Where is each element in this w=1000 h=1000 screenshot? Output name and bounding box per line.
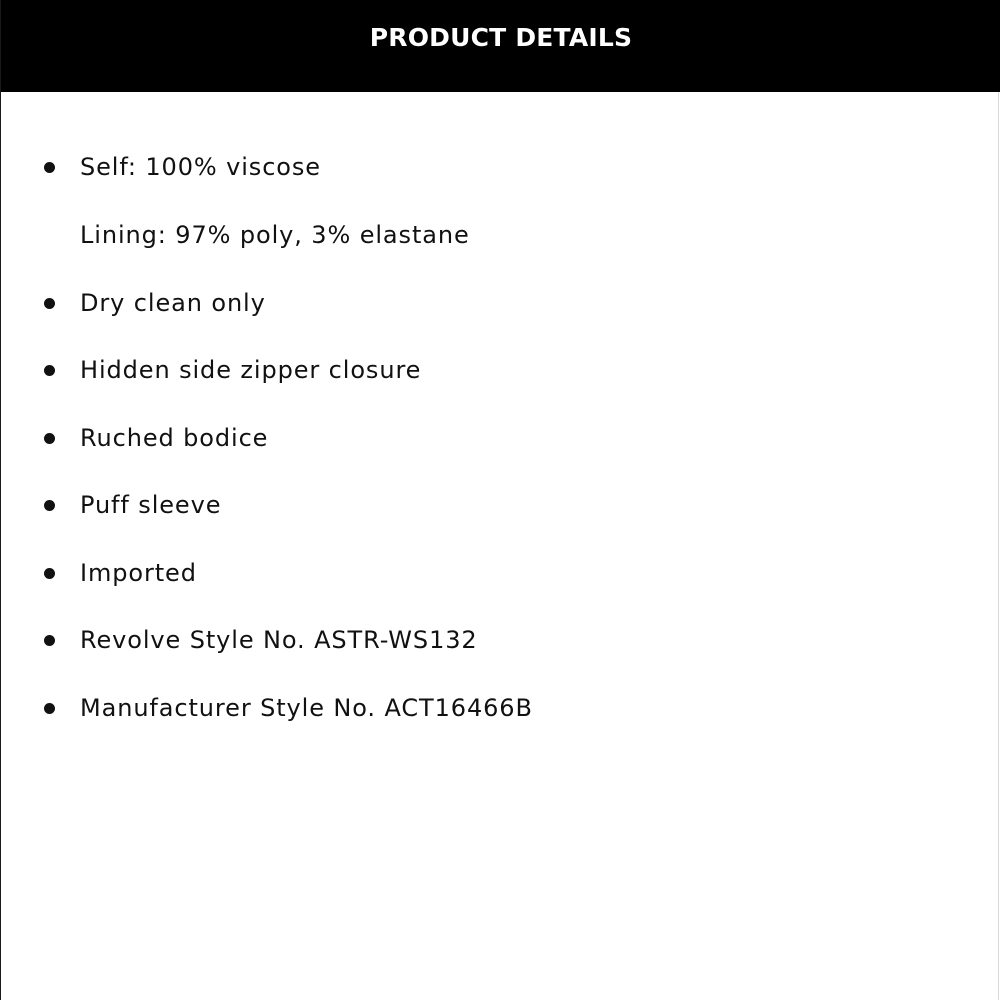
detail-item-manufacturer-style [1, 688, 1000, 728]
detail-item-bodice [1, 418, 1000, 458]
bullet-icon [44, 365, 55, 376]
bullet-icon [44, 298, 55, 309]
detail-item-fabric [1, 147, 1000, 187]
detail-item-lining [1, 215, 1000, 255]
detail-item-text: Imported [80, 559, 197, 587]
detail-item-text: Ruched bodice [80, 424, 269, 452]
bullet-icon [44, 500, 55, 511]
detail-item-care [1, 283, 1000, 323]
bullet-icon [44, 703, 55, 714]
detail-item-sleeve [1, 485, 1000, 525]
detail-item-text: Hidden side zipper closure [80, 356, 422, 384]
bullet-icon [44, 433, 55, 444]
bullet-icon [44, 162, 55, 173]
bullet-icon [44, 635, 55, 646]
detail-item-revolve-style [1, 620, 1000, 660]
detail-item-text: Manufacturer Style No. ACT16466B [80, 694, 533, 722]
detail-item-text: Dry clean only [80, 289, 266, 317]
section-title: PRODUCT DETAILS [369, 23, 633, 52]
detail-item-text: Self: 100% viscose [80, 153, 321, 181]
detail-item-text: Revolve Style No. ASTR-WS132 [80, 626, 478, 654]
detail-item-origin [1, 553, 1000, 593]
detail-item-text: Lining: 97% poly, 3% elastane [80, 221, 470, 249]
detail-item-text: Puff sleeve [80, 491, 222, 519]
detail-item-closure [1, 350, 1000, 390]
product-details-header [1, 0, 1000, 92]
bullet-icon [44, 568, 55, 579]
